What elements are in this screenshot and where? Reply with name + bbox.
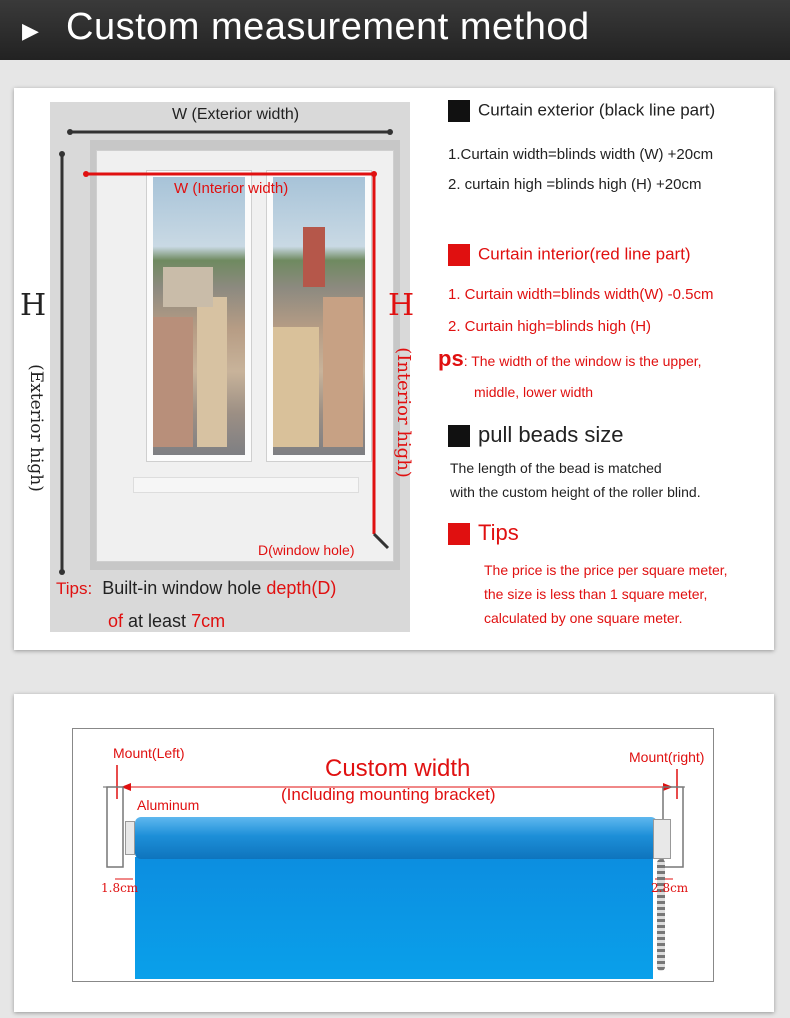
red-square-icon bbox=[448, 523, 470, 545]
right-gap-label: 2.8cm bbox=[651, 881, 689, 895]
black-square-icon bbox=[448, 425, 470, 447]
interior-line-1: 1. Curtain width=blinds width(W) -0.5cm bbox=[448, 286, 714, 303]
depth-tip-text-a: Built-in window hole bbox=[102, 578, 267, 598]
tips-line-3: calculated by one square meter. bbox=[484, 610, 683, 626]
left-bracket bbox=[107, 787, 123, 867]
page-header bbox=[0, 0, 790, 60]
left-end-cap bbox=[125, 821, 135, 855]
left-gap-label: 1.8cm bbox=[101, 881, 139, 895]
measurement-card bbox=[14, 88, 774, 650]
interior-heading: Curtain interior(red line part) bbox=[448, 244, 691, 266]
play-arrow-icon: ▶ bbox=[22, 18, 39, 43]
including-bracket-label: (Including mounting bracket) bbox=[281, 785, 496, 804]
depth-tip-text-b: depth(D) bbox=[266, 578, 337, 598]
pull-bead-chain bbox=[657, 859, 665, 971]
exterior-height-letter: H bbox=[20, 288, 47, 323]
mount-right-label: Mount(right) bbox=[629, 749, 705, 765]
interior-line-2: 2. Curtain high=blinds high (H) bbox=[448, 318, 652, 335]
interior-height-label: (Interior high) bbox=[392, 347, 414, 478]
roller-blind-card bbox=[14, 694, 774, 1012]
red-square-icon bbox=[448, 244, 470, 266]
depth-tip-label: Tips: bbox=[56, 579, 93, 598]
ps-line-1: ps: The width of the window is the upper, bbox=[438, 346, 702, 371]
exterior-height-label: (Exterior high) bbox=[25, 364, 46, 492]
tips-line-1: The price is the price per square meter, bbox=[484, 562, 728, 578]
exterior-width-label: W (Exterior width) bbox=[172, 106, 300, 123]
depth-line bbox=[374, 534, 388, 548]
exterior-heading: Curtain exterior (black line part) bbox=[448, 100, 715, 122]
blind-roller-tube bbox=[135, 817, 657, 859]
tips-heading: Tips bbox=[448, 520, 519, 546]
depth-tip-at-least: at least bbox=[123, 611, 192, 631]
exterior-line-1: 1.Curtain width=blinds width (W) +20cm bbox=[448, 146, 714, 163]
roller-blind-diagram bbox=[72, 728, 714, 982]
interior-width-label: W (Interior width) bbox=[174, 180, 289, 197]
depth-tip bbox=[56, 572, 336, 637]
aluminum-label: Aluminum bbox=[137, 797, 200, 813]
window-diagram bbox=[20, 102, 415, 632]
right-end-cap bbox=[653, 819, 671, 859]
exterior-line-2: 2. curtain high =blinds high (H) +20cm bbox=[448, 176, 702, 193]
beads-line-2: with the custom height of the roller blind. bbox=[450, 484, 701, 500]
depth-tip-of: of bbox=[108, 611, 124, 631]
interior-height-letter: H bbox=[388, 288, 415, 323]
beads-line-1: The length of the bead is matched bbox=[450, 460, 662, 476]
blind-fabric bbox=[135, 857, 653, 979]
black-square-icon bbox=[448, 100, 470, 122]
tips-line-2: the size is less than 1 square meter, bbox=[484, 586, 708, 602]
depth-label: D(window hole) bbox=[258, 542, 355, 558]
mount-left-label: Mount(Left) bbox=[113, 745, 185, 761]
ps-line-2: middle, lower width bbox=[474, 384, 594, 400]
custom-width-label: Custom width bbox=[325, 755, 471, 782]
beads-heading: pull beads size bbox=[448, 422, 624, 448]
depth-tip-value: 7cm bbox=[191, 611, 226, 631]
page-title: Custom measurement method bbox=[66, 6, 590, 48]
